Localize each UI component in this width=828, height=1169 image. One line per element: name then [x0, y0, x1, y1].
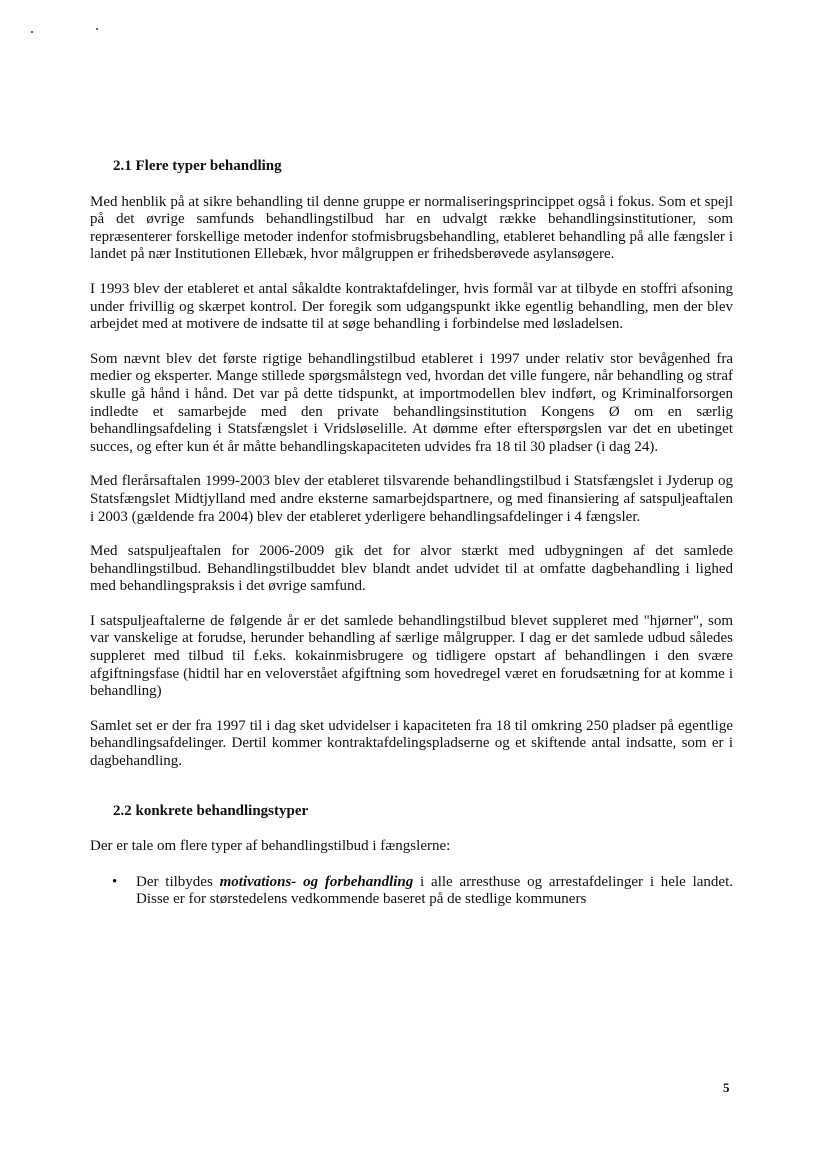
scan-speck — [96, 28, 98, 30]
paragraph: Med henblik på at sikre behandling til denne gruppe er normaliseringsprincippet også i fokus. Som et spejl på det øvrige samfunds behandlingstilbud har en udvalgt række behandlingsinstitutioner, som repræsenterer forskellige metoder indenfor stofmisbrugsbehandling, etableret behandling på alle fængsler i landet på nær Institutionen Ellebæk, hvor målgruppen er frihedsberøvede asylansøgere. — [90, 193, 733, 263]
treatment-type-list — [90, 874, 733, 909]
scan-speck — [31, 31, 33, 33]
paragraph: Med satspuljeaftalen for 2006-2009 gik det for alvor stærkt med udbygningen af det samlede behandlingstilbud. Behandlingstilbuddet blev blandt andet udvidet til at omfatte dagbehandling i lighed med behandlingspraksis i det øvrige samfund. — [90, 543, 733, 595]
list-item-text-end: i alle arresthuse og arrestafdelinger i hele landet. Disse er for størstedelens vedkommende baseret på de stedlige kommuners — [136, 873, 733, 908]
list-item — [90, 874, 733, 909]
list-intro: Der er tale om flere typer af behandlingstilbud i fængslerne: — [90, 838, 451, 855]
paragraph: I 1993 blev der etableret et antal såkaldte kontraktafdelinger, hvis formål var at tilbyde en stoffri afsoning under frivillig og skærpet kontrol. Der foregik som udgangspunkt ikke egentlig behandling, men der blev arbejdet med at motivere de indsatte til at søge behandling i forbindelse med løsladelsen. — [90, 280, 733, 333]
section-heading-2-1: 2.1 Flere typer behandling — [113, 158, 282, 174]
list-item-emphasis: motivations- og forbehandling — [219, 873, 414, 890]
paragraph: Med flerårsaftalen 1999-2003 blev der etableret tilsvarende behandlingstilbud i Statsfængslet i Jyderup og Statsfængslet Midtjylland med andre eksterne samarbejdspartnere, og med finansiering af satspuljeaftalen i 2003 (gældende fra 2004) blev der etableret yderligere behandlingsafdelinger i 4 fængsler. — [90, 473, 733, 525]
paragraph: I satspuljeaftalerne de følgende år er det samlede behandlingstilbud blevet suppleret med "hjørner", som var vanskelige at forudse, herunder behandling af særlige målgrupper. I dag er det samlede udbud således suppleret med tilbud til f.eks. kokainmisbrugere og tidligere opstart af behandlingen i den svære afgiftningsfase (hidtil har en veloverstået afgiftning som hovedregel været en forudsætning for at komme i behandling) — [90, 612, 733, 700]
section-heading-2-2: 2.2 konkrete behandlingstyper — [113, 802, 309, 819]
page-content — [90, 158, 733, 909]
page-number: 5 — [723, 1080, 730, 1095]
paragraph: Samlet set er der fra 1997 til i dag sket udvidelser i kapaciteten fra 18 til omkring 250 pladser på egentlige behandlingsafdelinger. Dertil kommer kontraktafdelingspladserne og et skiftende antal indsatte, som er i dagbehandling. — [90, 717, 733, 770]
list-item-text-start: Der tilbydes — [136, 873, 220, 890]
paragraph: Som nævnt blev det første rigtige behandlingstilbud etableret i 1997 under relativ stor bevågenhed fra medier og eksperter. Mange stillede spørgsmålstegn ved, hvordan det ville fungere, når behandling og straf skulle gå hånd i hånd. Det var på dette tidspunkt, at importmodellen blev indført, og Kriminalforsorgen indledte et samarbejde med den private behandlingsinstitution Kongens Ø om en særlig behandlingsafdeling i Statsfængslet i Vridsløselille. At dømme efter efterspørgslen var det en ubetinget succes, og efter kun ét år måtte behandlingskapaciteten udvides fra 18 til 30 pladser (i dag 24). — [90, 350, 733, 455]
bullet-icon: • — [112, 873, 118, 890]
